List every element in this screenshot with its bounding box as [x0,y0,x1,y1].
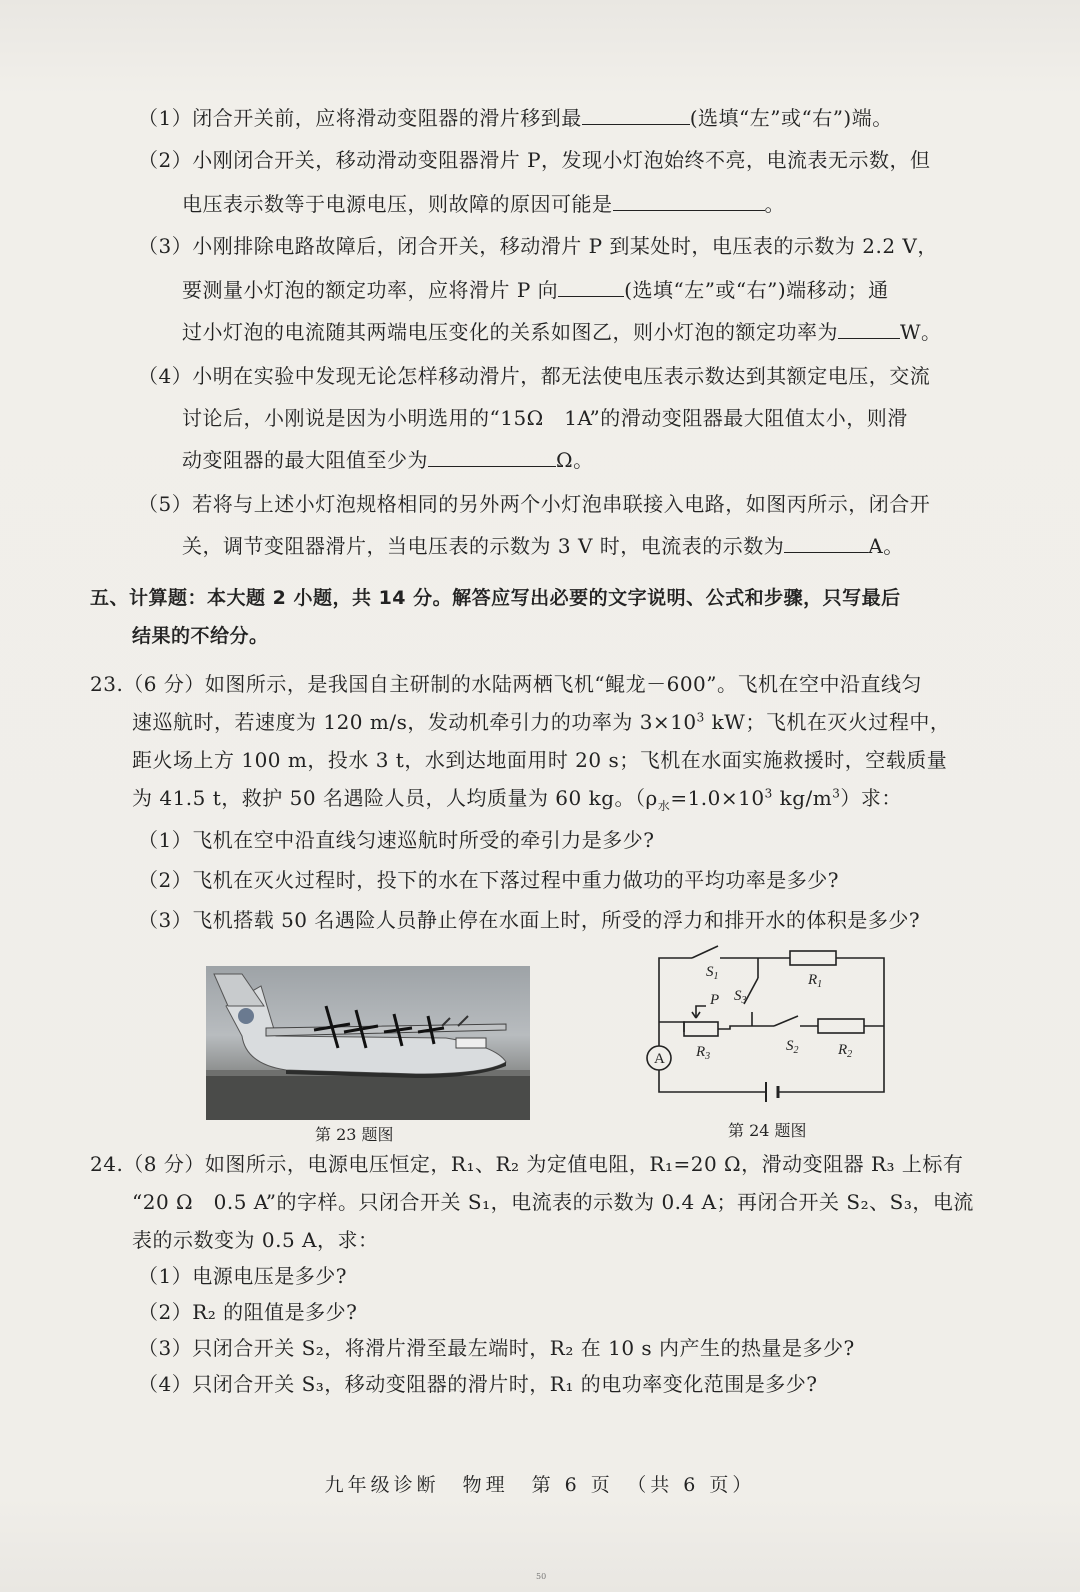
section-heading: 五、计算题：本大题 2 小题，共 14 分。解答应写出必要的文字说明、公式和步骤，只写最后 [90,587,901,609]
q24-sub2: （2）R₂ 的阻值是多少? [138,1300,358,1324]
q22-part4-line1: （4）小明在实验中发现无论怎样移动滑片，都无法使电压表示数达到其额定电压，交流 [138,364,931,388]
q22-part4-line2: 讨论后，小刚说是因为小明选用的“15Ω 1A”的滑动变阻器最大阻值太小，则滑 [182,406,908,430]
figure24-caption: 第 24 题图 [728,1121,807,1140]
svg-text:P: P [710,992,720,1008]
figure23-caption: 第 23 题图 [315,1125,394,1144]
q23-sub2: （2）飞机在灭火过程时，投下的水在下落过程中重力做功的平均功率是多少? [138,868,839,892]
svg-text:S2: $S_2$ [786,1038,799,1056]
seaplane-illustration [206,966,530,1120]
q22-part3-line1: （3）小刚排除电路故障后，闭合开关，移动滑片 P 到某处时，电压表的示数为 2.2 V， [138,234,938,258]
q24-line2: “20 Ω 0.5 A”的字样。只闭合开关 S₁，电流表的示数为 0.4 A；再闭合开关 S₂、S₃，电流 [132,1190,974,1214]
q22-part3-line3: 过小灯泡的电流随其两端电压变化的关系如图乙，则小灯泡的额定功率为 W。 [182,320,942,344]
switch-s1 [692,946,718,958]
q23-line2: 速巡航时，若速度为 120 m/s，发动机牵引力的功率为 $3\times 10^3$ kW；飞机在灭火过程中， [132,710,951,734]
q22-part5-line2: 关，调节变阻器滑片，当电压表的示数为 3 V 时，电流表的示数为 A。 [182,534,904,558]
answer-blank [428,446,556,467]
svg-text:S1: $S_1$ [706,964,719,982]
answer-blank [558,276,624,297]
seaplane-photo [206,966,530,1120]
q22-part2-line2: 电压表示数等于电源电压，则故障的原因可能是 。 [182,192,785,216]
q22-part3-line2: 要测量小灯泡的额定功率，应将滑片 P 向 (选填“左”或“右”)端移动；通 [182,278,889,302]
switch-s2 [774,1016,798,1026]
resistor-r3 [684,1022,718,1036]
q23-line4: 为 41.5 t，救护 50 名遇险人员，人均质量为 60 kg。（$\rho_水=1.0\times 10^3$ $kg/m^3$）求： [132,786,902,813]
q24-sub4: （4）只闭合开关 S₃，移动变阻器的滑片时，R₁ 的电功率变化范围是多少? [138,1372,818,1396]
answer-blank [613,190,765,211]
answer-blank [582,104,690,125]
q24-sub3: （3）只闭合开关 S₂，将滑片滑至最左端时，R₂ 在 10 s 内产生的热量是多少? [138,1336,855,1360]
svg-text:R3: $R_3$ [696,1044,711,1062]
resistor-r2 [818,1019,864,1033]
svg-text:R1: $R_1$ [808,972,823,990]
page-footer: 九年级诊断 物理 第 6 页 （共 6 页） [324,1474,756,1496]
section-heading-cont: 结果的不给分。 [132,625,269,647]
q22-part2-line1: （2）小刚闭合开关，移动滑动变阻器滑片 P，发现小灯泡始终不亮，电流表无示数，但 [138,148,931,172]
q24-line3: 表的示数变为 0.5 A，求： [132,1228,379,1252]
resistor-r1 [790,951,836,965]
q22-part4-line3: 动变阻器的最大阻值至少为 Ω。 [182,448,594,472]
q24-sub1: （1）电源电压是多少? [138,1264,347,1288]
q23-sub1: （1）飞机在空中沿直线匀速巡航时所受的牵引力是多少? [138,828,655,852]
q22-part5-line1: （5）若将与上述小灯泡规格相同的另外两个小灯泡串联接入电路，如图丙所示，闭合开 [138,492,931,516]
svg-text:S3: $S_3$ [734,988,747,1006]
svg-text:R2: $R_2$ [838,1042,853,1060]
circuit-diagram [632,934,892,1114]
q23-sub3: （3）飞机搭载 50 名遇险人员静止停在水面上时，所受的浮力和排开水的体积是多少? [138,908,921,932]
answer-blank [784,532,868,553]
q22-part1: （1）闭合开关前，应将滑动变阻器的滑片移到最 (选填“左”或“右”)端。 [138,106,893,130]
answer-blank [838,318,900,339]
q24-line1: 24.（8 分）如图所示，电源电压恒定，R₁、R₂ 为定值电阻，R₁=20 Ω，滑动变阻器 R₃ 上标有 [90,1152,964,1176]
q23-line1: 23.（6 分）如图所示，是我国自主研制的水陆两栖飞机“鲲龙－600”。飞机在空中沿直线匀 [90,672,923,696]
ammeter-label: A [654,1051,665,1067]
page-mark: 50 [536,1572,547,1581]
q23-line3: 距火场上方 100 m，投水 3 t，水到达地面用时 20 s；飞机在水面实施救援时，空载质量 [132,748,948,772]
